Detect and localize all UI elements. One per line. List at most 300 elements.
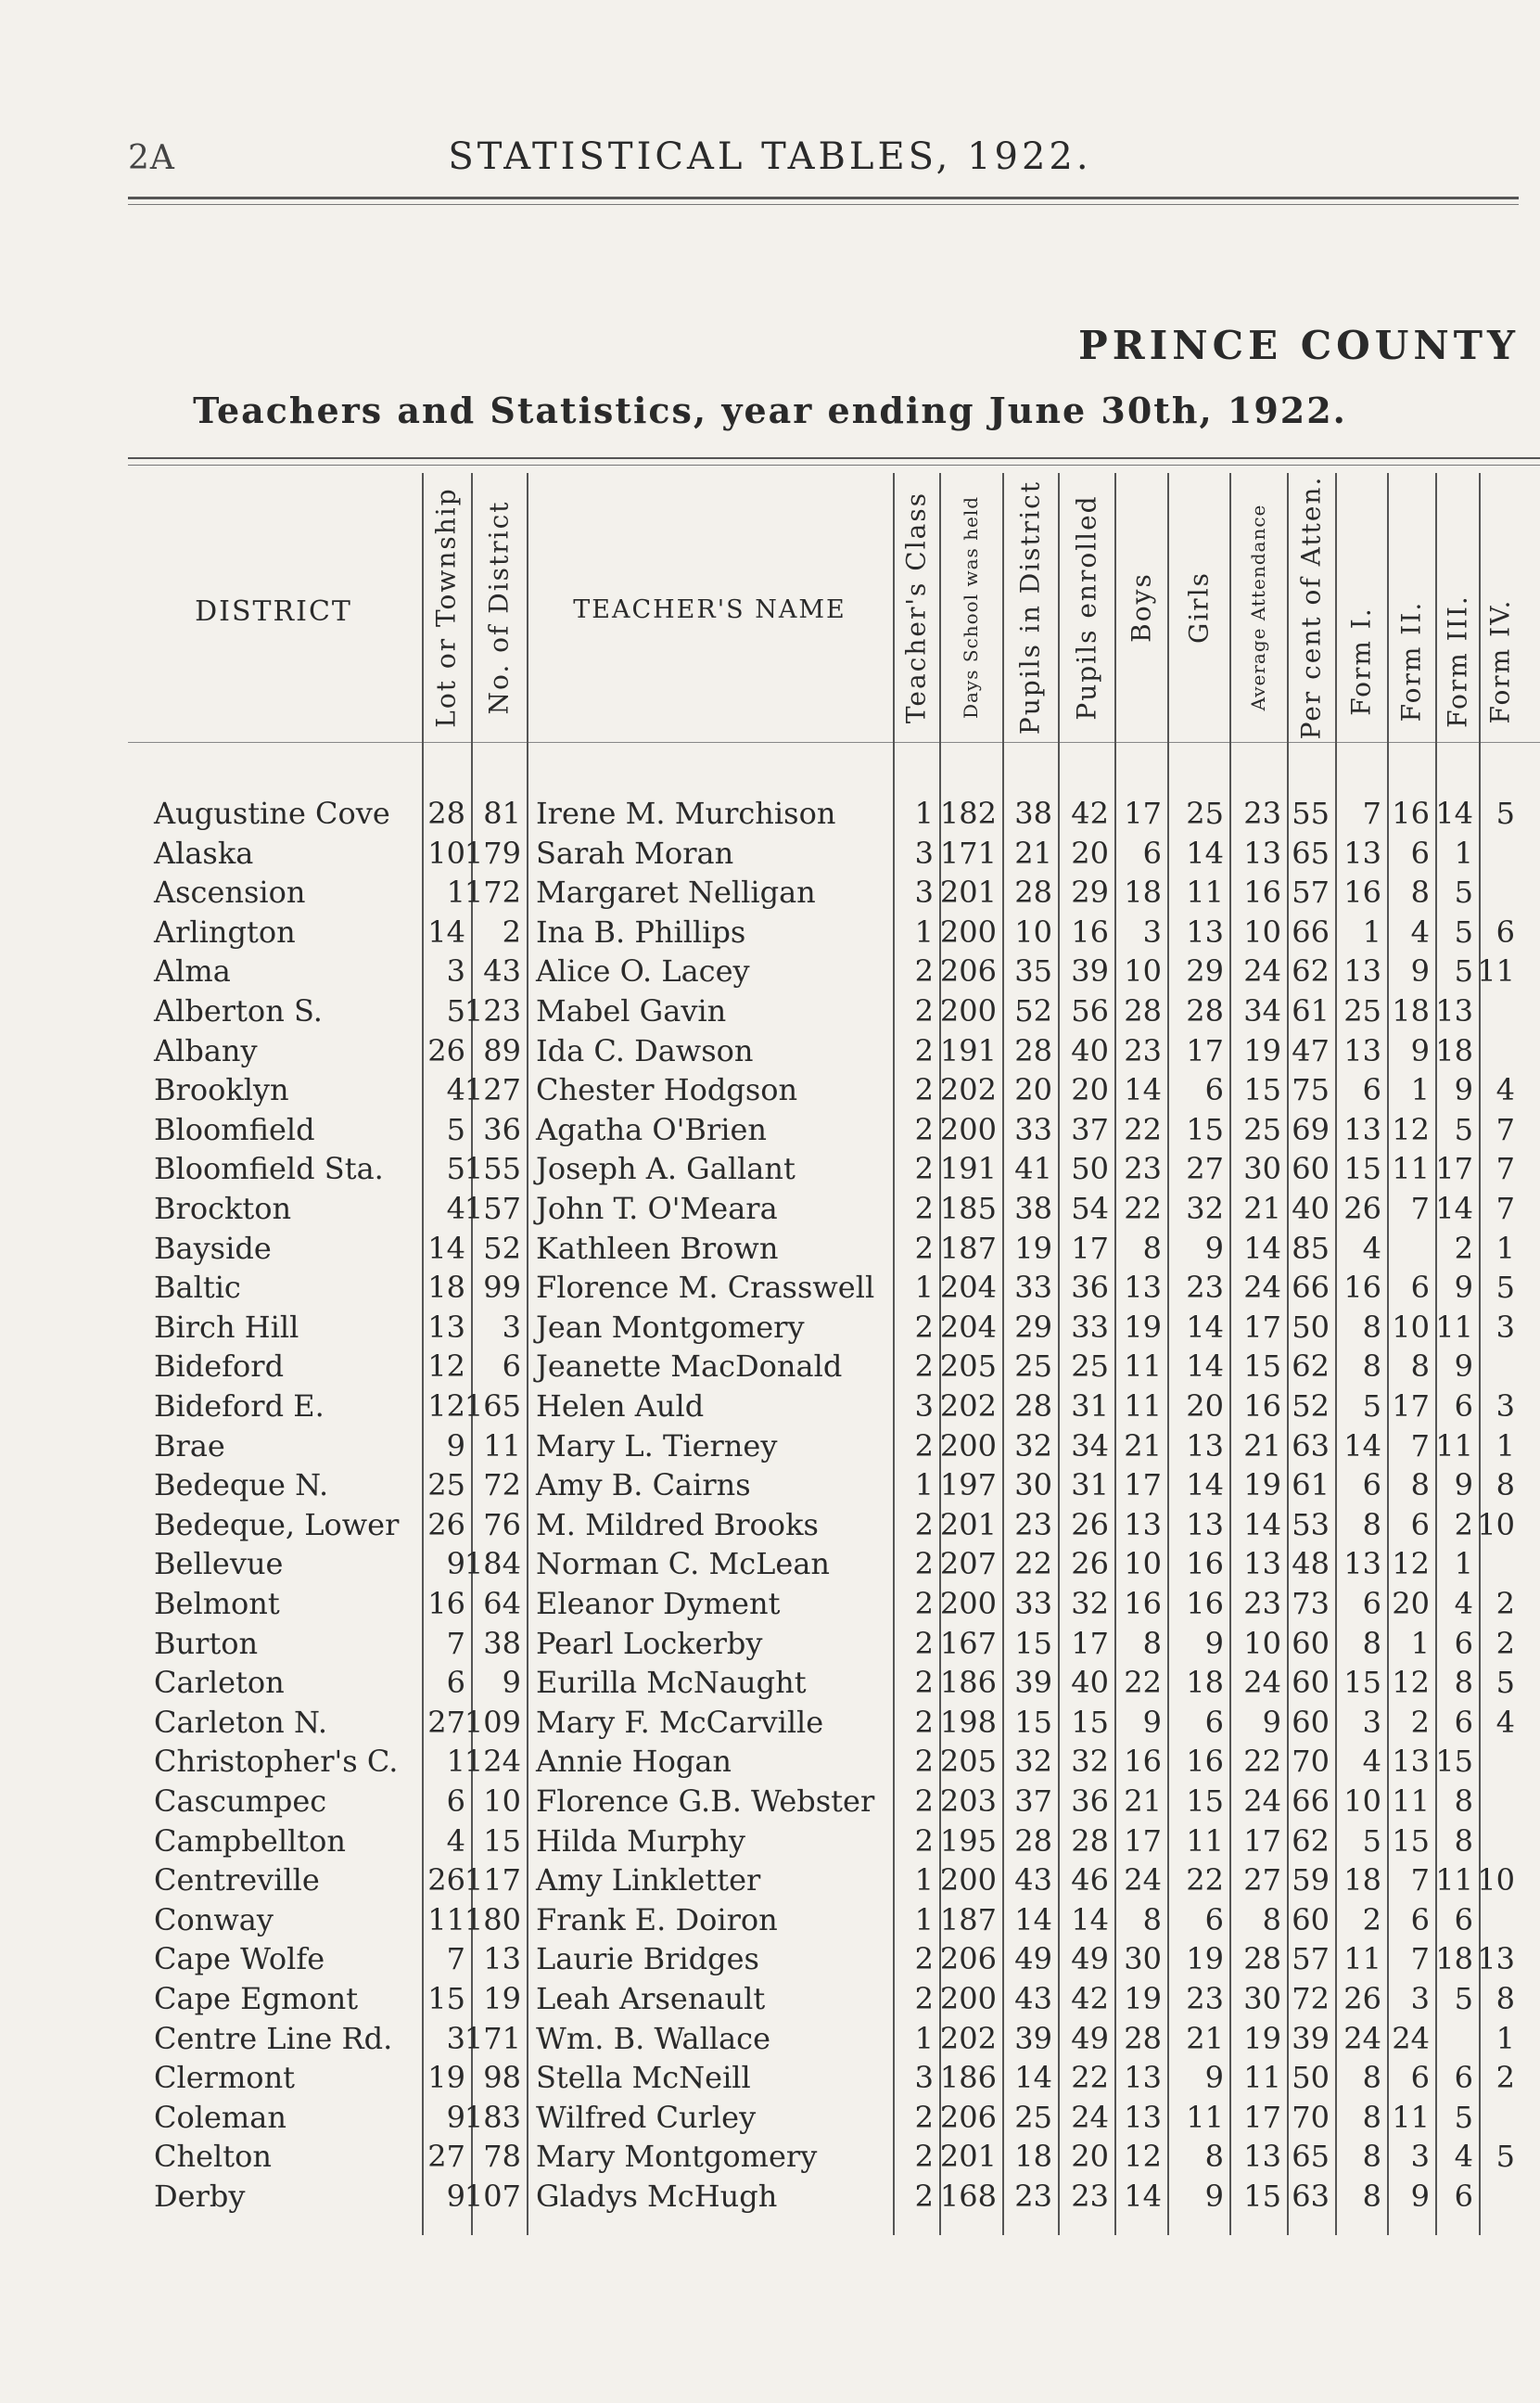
header-rule-thin <box>128 465 1540 466</box>
f2-cell: 6 <box>1410 1506 1430 1542</box>
f4-cell: 7 <box>1495 1191 1515 1226</box>
boys-cell: 8 <box>1142 1625 1162 1661</box>
header-district-no: No. of District <box>483 500 515 715</box>
boys-cell: 17 <box>1124 796 1162 831</box>
avg-cell: 16 <box>1243 1388 1281 1424</box>
avg-cell: 8 <box>1262 1901 1281 1937</box>
f2-cell: 20 <box>1392 1586 1430 1621</box>
boys-cell: 11 <box>1124 1388 1162 1424</box>
no-cell: 43 <box>483 953 521 990</box>
boys-cell: 23 <box>1124 1151 1162 1187</box>
lot-cell: 3 <box>446 953 465 990</box>
avg-cell: 24 <box>1243 1665 1281 1701</box>
girls-cell: 14 <box>1186 835 1224 871</box>
header-pupils-enrolled: Pupils enrolled <box>1071 494 1101 721</box>
header-form4: Form IV. <box>1484 598 1515 724</box>
boys-cell: 22 <box>1124 1111 1162 1147</box>
lot-cell: 11 <box>427 1901 465 1937</box>
lot-cell: 27 <box>427 2139 465 2175</box>
class-cell: 2 <box>914 1822 934 1859</box>
class-cell: 3 <box>914 835 934 871</box>
pupils-cell: 33 <box>1014 1586 1052 1621</box>
f2-cell: 11 <box>1392 1783 1430 1819</box>
pct-cell: 60 <box>1292 1151 1330 1187</box>
boys-cell: 12 <box>1124 2139 1162 2175</box>
avg-cell: 34 <box>1243 993 1281 1029</box>
boys-cell: 13 <box>1124 2099 1162 2135</box>
f2-cell: 7 <box>1410 1191 1430 1226</box>
f3-cell: 8 <box>1454 1665 1473 1701</box>
f3-cell: 5 <box>1454 2099 1473 2135</box>
f3-cell: 14 <box>1435 796 1473 831</box>
avg-cell: 11 <box>1243 2060 1281 2096</box>
no-cell: 6 <box>502 1348 521 1385</box>
days-cell: 200 <box>939 1427 997 1464</box>
no-cell: 117 <box>464 1862 521 1898</box>
f1-cell: 10 <box>1343 1783 1381 1819</box>
girls-cell: 27 <box>1186 1151 1224 1187</box>
class-cell: 2 <box>914 1625 934 1661</box>
no-cell: 10 <box>483 1783 521 1819</box>
table-row <box>0 1821 1540 1860</box>
f1-cell: 13 <box>1343 953 1381 990</box>
pupils-cell: 23 <box>1014 2179 1052 2214</box>
pct-cell: 60 <box>1292 1625 1330 1661</box>
boys-cell: 14 <box>1124 2179 1162 2214</box>
days-cell: 203 <box>939 1783 997 1819</box>
f4-cell: 11 <box>1477 953 1515 990</box>
avg-cell: 14 <box>1243 1506 1281 1542</box>
pupils-cell: 38 <box>1014 1191 1052 1226</box>
days-cell: 200 <box>939 1981 997 2016</box>
pupils-cell: 20 <box>1014 1072 1052 1108</box>
lot-cell: 4 <box>446 1822 465 1859</box>
days-cell: 185 <box>939 1191 997 1226</box>
district-cell: Bellevue <box>154 1546 284 1582</box>
girls-cell: 23 <box>1186 1981 1224 2016</box>
f1-cell: 15 <box>1343 1665 1381 1701</box>
pupils-cell: 14 <box>1014 2060 1052 2096</box>
boys-cell: 18 <box>1124 875 1162 911</box>
table-row <box>0 1465 1540 1504</box>
teacher-cell: Agatha O'Brien <box>536 1111 768 1147</box>
teacher-cell: Leah Arsenault <box>536 1981 766 2016</box>
teacher-cell: Laurie Bridges <box>536 1941 759 1977</box>
avg-cell: 13 <box>1243 1546 1281 1582</box>
pct-cell: 72 <box>1292 1981 1330 2016</box>
f1-cell: 13 <box>1343 1546 1381 1582</box>
pupils-cell: 15 <box>1014 1704 1052 1740</box>
pupils-cell: 35 <box>1014 953 1052 990</box>
enrolled-cell: 49 <box>1071 1941 1109 1977</box>
f3-cell: 6 <box>1454 1625 1473 1661</box>
girls-cell: 29 <box>1186 953 1224 990</box>
teacher-cell: Jeanette MacDonald <box>536 1348 843 1385</box>
days-cell: 195 <box>939 1822 997 1859</box>
header-avg: Average Attendance <box>1247 504 1269 711</box>
f4-cell: 3 <box>1495 1309 1515 1345</box>
girls-cell: 9 <box>1204 1230 1224 1266</box>
pupils-cell: 28 <box>1014 1388 1052 1424</box>
teacher-cell: Mary L. Tierney <box>536 1427 778 1464</box>
girls-cell: 14 <box>1186 1467 1224 1503</box>
top-rule <box>128 197 1519 199</box>
class-cell: 2 <box>914 1032 934 1068</box>
teacher-cell: Mary Montgomery <box>536 2139 818 2175</box>
lot-cell: 7 <box>446 1625 465 1661</box>
no-cell: 183 <box>464 2099 521 2135</box>
f1-cell: 14 <box>1343 1427 1381 1464</box>
pct-cell: 50 <box>1292 1309 1330 1345</box>
avg-cell: 19 <box>1243 1467 1281 1503</box>
boys-cell: 19 <box>1124 1309 1162 1345</box>
enrolled-cell: 26 <box>1071 1506 1109 1542</box>
boys-cell: 13 <box>1124 1506 1162 1542</box>
pupils-cell: 28 <box>1014 1032 1052 1068</box>
pct-cell: 40 <box>1292 1191 1330 1226</box>
pupils-cell: 32 <box>1014 1744 1052 1780</box>
pupils-cell: 49 <box>1014 1941 1052 1977</box>
table-row <box>0 2019 1540 2058</box>
class-cell: 2 <box>914 1427 934 1464</box>
enrolled-cell: 26 <box>1071 1546 1109 1582</box>
lot-cell: 5 <box>446 1111 465 1147</box>
pupils-cell: 43 <box>1014 1981 1052 2016</box>
enrolled-cell: 20 <box>1071 1072 1109 1108</box>
lot-cell: 6 <box>446 1783 465 1819</box>
no-cell: 123 <box>464 993 521 1029</box>
girls-cell: 28 <box>1186 993 1224 1029</box>
f1-cell: 8 <box>1362 2179 1381 2214</box>
f2-cell: 7 <box>1410 1862 1430 1898</box>
enrolled-cell: 17 <box>1071 1625 1109 1661</box>
f4-cell: 4 <box>1495 1704 1515 1740</box>
lot-cell: 3 <box>446 2020 465 2056</box>
class-cell: 1 <box>914 1467 934 1503</box>
district-cell: Bloomfield Sta. <box>154 1151 384 1187</box>
f2-cell: 12 <box>1392 1665 1430 1701</box>
days-cell: 200 <box>939 1862 997 1898</box>
class-cell: 3 <box>914 1388 934 1424</box>
boys-cell: 8 <box>1142 1230 1162 1266</box>
no-cell: 155 <box>464 1151 521 1187</box>
days-cell: 171 <box>939 835 997 871</box>
district-cell: Bloomfield <box>154 1111 315 1147</box>
class-cell: 2 <box>914 993 934 1029</box>
days-cell: 187 <box>939 1230 997 1266</box>
pupils-cell: 21 <box>1014 835 1052 871</box>
class-cell: 2 <box>914 1704 934 1740</box>
pct-cell: 62 <box>1292 1348 1330 1385</box>
table-row <box>0 913 1540 952</box>
avg-cell: 17 <box>1243 2099 1281 2135</box>
pct-cell: 60 <box>1292 1665 1330 1701</box>
table-row <box>0 1149 1540 1188</box>
lot-cell: 25 <box>427 1467 465 1503</box>
lot-cell: 18 <box>427 1270 465 1306</box>
teacher-cell: Amy B. Cairns <box>536 1467 751 1503</box>
f3-cell: 18 <box>1435 1941 1473 1977</box>
lot-cell: 15 <box>427 1981 465 2016</box>
no-cell: 38 <box>483 1625 521 1661</box>
enrolled-cell: 17 <box>1071 1230 1109 1266</box>
enrolled-cell: 39 <box>1071 953 1109 990</box>
header-girls: Girls <box>1183 570 1214 645</box>
boys-cell: 22 <box>1124 1191 1162 1226</box>
class-cell: 2 <box>914 1348 934 1385</box>
f2-cell: 4 <box>1410 914 1430 950</box>
days-cell: 191 <box>939 1032 997 1068</box>
days-cell: 200 <box>939 1111 997 1147</box>
f2-cell: 1 <box>1410 1625 1430 1661</box>
lot-cell: 26 <box>427 1506 465 1542</box>
f1-cell: 8 <box>1362 2060 1381 2096</box>
f4-cell: 1 <box>1495 1427 1515 1464</box>
district-cell: Derby <box>154 2179 246 2214</box>
f1-cell: 6 <box>1362 1072 1381 1108</box>
teacher-cell: Stella McNeill <box>536 2060 751 2096</box>
district-cell: Arlington <box>154 914 296 950</box>
f4-cell: 5 <box>1495 796 1515 831</box>
girls-cell: 14 <box>1186 1309 1224 1345</box>
table-row <box>0 1347 1540 1386</box>
boys-cell: 13 <box>1124 2060 1162 2096</box>
teacher-cell: Ida C. Dawson <box>536 1032 754 1068</box>
avg-cell: 10 <box>1243 914 1281 950</box>
girls-cell: 25 <box>1186 796 1224 831</box>
enrolled-cell: 20 <box>1071 2139 1109 2175</box>
enrolled-cell: 14 <box>1071 1901 1109 1937</box>
district-cell: Cape Wolfe <box>154 1941 325 1977</box>
f4-cell: 3 <box>1495 1388 1515 1424</box>
enrolled-cell: 22 <box>1071 2060 1109 2096</box>
f4-cell: 5 <box>1495 1270 1515 1306</box>
teacher-cell: Jean Montgomery <box>536 1309 805 1345</box>
teacher-cell: Mabel Gavin <box>536 993 727 1029</box>
f4-cell: 1 <box>1495 2020 1515 2056</box>
table-row <box>0 2058 1540 2097</box>
f1-cell: 5 <box>1362 1388 1381 1424</box>
f1-cell: 13 <box>1343 1032 1381 1068</box>
enrolled-cell: 24 <box>1071 2099 1109 2135</box>
district-cell: Burton <box>154 1625 259 1661</box>
boys-cell: 11 <box>1124 1348 1162 1385</box>
f3-cell: 5 <box>1454 1981 1473 2016</box>
avg-cell: 21 <box>1243 1427 1281 1464</box>
enrolled-cell: 32 <box>1071 1586 1109 1621</box>
district-cell: Brockton <box>154 1191 292 1226</box>
district-cell: Bideford <box>154 1348 285 1385</box>
no-cell: 52 <box>483 1230 521 1266</box>
no-cell: 172 <box>464 875 521 911</box>
f2-cell: 10 <box>1392 1309 1430 1345</box>
f2-cell: 11 <box>1392 2099 1430 2135</box>
f1-cell: 6 <box>1362 1467 1381 1503</box>
table-row <box>0 1387 1540 1425</box>
district-cell: Centreville <box>154 1862 320 1898</box>
f2-cell: 2 <box>1410 1704 1430 1740</box>
girls-cell: 18 <box>1186 1665 1224 1701</box>
avg-cell: 24 <box>1243 953 1281 990</box>
avg-cell: 19 <box>1243 2020 1281 2056</box>
table-row <box>0 1031 1540 1070</box>
boys-cell: 10 <box>1124 1546 1162 1582</box>
teacher-cell: Frank E. Doiron <box>536 1901 778 1937</box>
lot-cell: 10 <box>427 835 465 871</box>
header-district: DISTRICT <box>195 595 352 628</box>
district-cell: Bideford E. <box>154 1388 325 1424</box>
f1-cell: 13 <box>1343 835 1381 871</box>
class-cell: 2 <box>914 953 934 990</box>
f3-cell: 11 <box>1435 1309 1473 1345</box>
table-row <box>0 991 1540 1030</box>
avg-cell: 30 <box>1243 1151 1281 1187</box>
no-cell: 81 <box>483 796 521 831</box>
boys-cell: 6 <box>1142 835 1162 871</box>
table-row <box>0 1900 1540 1939</box>
district-cell: Brae <box>154 1427 225 1464</box>
f1-cell: 26 <box>1343 1191 1381 1226</box>
table-row <box>0 1703 1540 1742</box>
days-cell: 206 <box>939 1941 997 1977</box>
lot-cell: 9 <box>446 1546 465 1582</box>
district-cell: Ascension <box>154 875 306 911</box>
boys-cell: 21 <box>1124 1783 1162 1819</box>
f3-cell: 5 <box>1454 953 1473 990</box>
boys-cell: 16 <box>1124 1744 1162 1780</box>
district-cell: Cape Egmont <box>154 1981 359 2016</box>
teacher-cell: Annie Hogan <box>536 1744 732 1780</box>
boys-cell: 13 <box>1124 1270 1162 1306</box>
f3-cell: 18 <box>1435 1032 1473 1068</box>
pupils-cell: 15 <box>1014 1625 1052 1661</box>
f2-cell: 12 <box>1392 1111 1430 1147</box>
girls-cell: 6 <box>1204 1072 1224 1108</box>
no-cell: 3 <box>502 1309 521 1345</box>
district-cell: Baltic <box>154 1270 241 1306</box>
header-form1: Form I. <box>1345 607 1377 716</box>
f1-cell: 3 <box>1362 1704 1381 1740</box>
f3-cell: 17 <box>1435 1151 1473 1187</box>
no-cell: 180 <box>464 1901 521 1937</box>
table-row <box>0 1268 1540 1307</box>
days-cell: 186 <box>939 1665 997 1701</box>
teacher-cell: John T. O'Meara <box>536 1191 778 1226</box>
f4-cell: 10 <box>1477 1862 1515 1898</box>
lot-cell: 16 <box>427 1586 465 1621</box>
class-cell: 2 <box>914 1309 934 1345</box>
pupils-cell: 29 <box>1014 1309 1052 1345</box>
teacher-cell: Alice O. Lacey <box>536 953 750 990</box>
pct-cell: 48 <box>1292 1546 1330 1582</box>
teacher-cell: Amy Linkletter <box>536 1862 761 1898</box>
days-cell: 207 <box>939 1546 997 1582</box>
girls-cell: 11 <box>1186 2099 1224 2135</box>
avg-cell: 23 <box>1243 1586 1281 1621</box>
lot-cell: 27 <box>427 1704 465 1740</box>
pupils-cell: 38 <box>1014 796 1052 831</box>
class-cell: 1 <box>914 914 934 950</box>
lot-cell: 26 <box>427 1862 465 1898</box>
f2-cell: 15 <box>1392 1822 1430 1859</box>
f3-cell: 9 <box>1454 1348 1473 1385</box>
lot-cell: 1 <box>446 875 465 911</box>
no-cell: 2 <box>502 914 521 950</box>
teacher-cell: Mary F. McCarville <box>536 1704 824 1740</box>
table-row <box>0 1979 1540 2018</box>
table-row <box>0 1070 1540 1109</box>
teacher-cell: Gladys McHugh <box>536 2179 778 2214</box>
teacher-cell: Hilda Murphy <box>536 1822 745 1859</box>
lot-cell: 14 <box>427 1230 465 1266</box>
girls-cell: 32 <box>1186 1191 1224 1226</box>
f2-cell: 18 <box>1392 993 1430 1029</box>
class-cell: 2 <box>914 1506 934 1542</box>
pct-cell: 47 <box>1292 1032 1330 1068</box>
header-pupils-district: Pupils in District <box>1014 479 1046 735</box>
pupils-cell: 14 <box>1014 1901 1052 1937</box>
f2-cell: 8 <box>1410 1467 1430 1503</box>
district-cell: Brooklyn <box>154 1072 289 1108</box>
teacher-cell: Florence G.B. Webster <box>536 1783 875 1819</box>
class-cell: 2 <box>914 1151 934 1187</box>
avg-cell: 17 <box>1243 1822 1281 1859</box>
avg-cell: 23 <box>1243 796 1281 831</box>
lot-cell: 1 <box>446 1744 465 1780</box>
f1-cell: 15 <box>1343 1151 1381 1187</box>
pct-cell: 85 <box>1292 1230 1330 1266</box>
boys-cell: 21 <box>1124 1427 1162 1464</box>
enrolled-cell: 32 <box>1071 1744 1109 1780</box>
teacher-cell: Ina B. Phillips <box>536 914 746 950</box>
no-cell: 171 <box>464 2020 521 2056</box>
days-cell: 205 <box>939 1744 997 1780</box>
enrolled-cell: 31 <box>1071 1467 1109 1503</box>
f4-cell: 5 <box>1495 2139 1515 2175</box>
f2-cell: 6 <box>1410 1270 1430 1306</box>
f3-cell: 5 <box>1454 875 1473 911</box>
lot-cell: 9 <box>446 1427 465 1464</box>
pupils-cell: 33 <box>1014 1111 1052 1147</box>
boys-cell: 16 <box>1124 1586 1162 1621</box>
class-cell: 1 <box>914 1901 934 1937</box>
enrolled-cell: 40 <box>1071 1032 1109 1068</box>
days-cell: 186 <box>939 2060 997 2096</box>
district-cell: Alaska <box>154 835 254 871</box>
avg-cell: 21 <box>1243 1191 1281 1226</box>
no-cell: 165 <box>464 1388 521 1424</box>
pct-cell: 65 <box>1292 835 1330 871</box>
table-row <box>0 1110 1540 1149</box>
lot-cell: 19 <box>427 2060 465 2096</box>
teacher-cell: Joseph A. Gallant <box>536 1151 795 1187</box>
class-cell: 3 <box>914 2060 934 2096</box>
f3-cell: 8 <box>1454 1822 1473 1859</box>
pupils-cell: 19 <box>1014 1230 1052 1266</box>
table-row <box>0 2177 1540 2216</box>
pct-cell: 50 <box>1292 2060 1330 2096</box>
pct-cell: 59 <box>1292 1862 1330 1898</box>
f4-cell: 10 <box>1477 1506 1515 1542</box>
f1-cell: 16 <box>1343 1270 1381 1306</box>
f4-cell: 8 <box>1495 1467 1515 1503</box>
avg-cell: 19 <box>1243 1032 1281 1068</box>
district-cell: Augustine Cove <box>154 796 390 831</box>
class-cell: 2 <box>914 2099 934 2135</box>
table-row <box>0 2137 1540 2176</box>
pct-cell: 62 <box>1292 953 1330 990</box>
district-cell: Cascumpec <box>154 1783 327 1819</box>
